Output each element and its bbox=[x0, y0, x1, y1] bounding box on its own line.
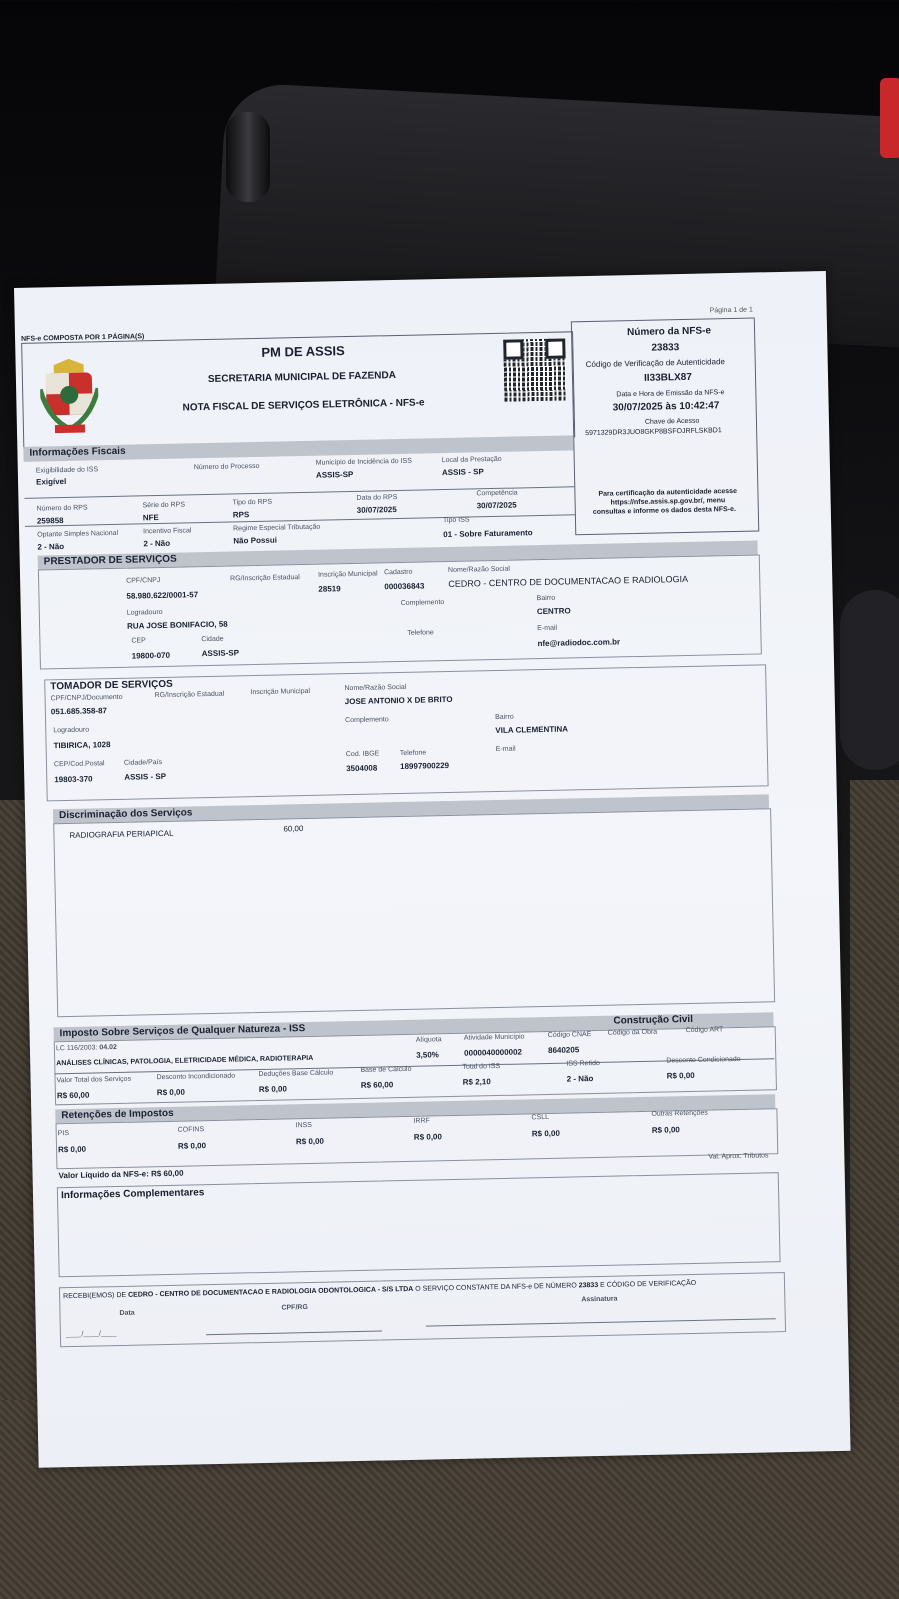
cofins-value: R$ 0,00 bbox=[177, 1141, 207, 1151]
fiscal-info-header: Informações Fiscais bbox=[23, 435, 573, 462]
recibo-data-label: Data bbox=[119, 1309, 135, 1318]
complementares-header: Informações Complementares bbox=[60, 1187, 205, 1202]
seat-fabric-right bbox=[850, 780, 899, 1480]
customer-tel-label: Telefone bbox=[399, 749, 427, 758]
construcao-civil: Construção Civil bbox=[613, 1013, 694, 1027]
provider-tel-label: Telefone bbox=[407, 629, 434, 637]
customer-cpf: 051.685.358-87 bbox=[50, 706, 108, 717]
local-label: Local da Prestação bbox=[441, 455, 502, 465]
total-iss-label: Total do ISS bbox=[462, 1062, 501, 1071]
provider-cep: 19800-070 bbox=[131, 650, 171, 661]
processo-label: Número do Processo bbox=[193, 462, 260, 472]
exig-value: Exigível bbox=[35, 476, 67, 487]
provider-cidade-label: Cidade bbox=[201, 635, 224, 644]
desc-cond-value: R$ 0,00 bbox=[666, 1070, 695, 1081]
service-value: 60,00 bbox=[283, 824, 304, 834]
customer-cidade-label: Cidade/País bbox=[123, 759, 163, 767]
irrf-value: R$ 0,00 bbox=[413, 1132, 442, 1142]
emission-label: Data e Hora de Emissão da NFS-e bbox=[616, 389, 725, 399]
provider-header: PRESTADOR DE SERVIÇOS bbox=[38, 540, 758, 569]
provider-email-label: E-mail bbox=[537, 624, 558, 633]
regime-value: Não Possui bbox=[233, 535, 278, 546]
provider-street: RUA JOSE BONIFACIO, 58 bbox=[127, 619, 228, 631]
incentivo-label: Incentivo Fiscal bbox=[143, 527, 192, 536]
customer-tel: 18997900229 bbox=[400, 760, 450, 772]
customer-cidade: ASSIS - SP bbox=[124, 771, 167, 782]
ativ-mun-value: 0000040000002 bbox=[464, 1047, 523, 1058]
ativ-mun-label: Atividade Município bbox=[463, 1033, 525, 1042]
cnae-label: Código CNAE bbox=[547, 1031, 592, 1039]
city-crest-icon bbox=[40, 358, 100, 441]
iss-header: Imposto Sobre Serviços de Qualquer Natureza - ISS bbox=[53, 1012, 773, 1041]
pis-value: R$ 0,00 bbox=[57, 1144, 87, 1155]
lc-value: 04.02 bbox=[99, 1044, 118, 1052]
simples-label: Optante Simples Nacional bbox=[37, 529, 119, 539]
org-name: PM DE ASSIS bbox=[261, 343, 345, 360]
cofins-label: COFINS bbox=[177, 1126, 205, 1134]
provider-cadastro-label: Cadastro bbox=[383, 568, 413, 577]
recibo-cpf-label: CPF/RG bbox=[281, 1304, 308, 1312]
provider-im: 28519 bbox=[318, 584, 341, 594]
provider-name-label: Nome/Razão Social bbox=[447, 565, 510, 574]
atividade-desc: ANÁLISES CLÍNICAS, PATOLOGIA, ELETRICIDADE MÉDICA, RADIOTERAPIA bbox=[56, 1054, 314, 1068]
tipo-iss-value: 01 - Sobre Faturamento bbox=[443, 528, 533, 540]
base-label: Base de Cálculo bbox=[360, 1065, 412, 1074]
customer-header: TOMADOR DE SERVIÇOS bbox=[50, 678, 173, 693]
provider-email: nfe@radiodoc.com.br bbox=[537, 637, 621, 649]
art-label: Código ART bbox=[685, 1026, 724, 1035]
provider-bairro: CENTRO bbox=[536, 606, 571, 617]
customer-ibge-label: Cod. IBGE bbox=[345, 750, 380, 759]
rps-value: 259858 bbox=[36, 516, 64, 526]
document-title: NOTA FISCAL DE SERVIÇOS ELETRÔNICA - NFS-e bbox=[182, 397, 425, 414]
access-key-label: Chave de Acesso bbox=[644, 417, 700, 426]
customer-cep: 19803-370 bbox=[54, 774, 93, 785]
incentivo-value: 2 - Não bbox=[143, 538, 171, 549]
val-aprox-tributos: Val. Aprox. Tributos bbox=[708, 1152, 769, 1161]
provider-street-label: Logradouro bbox=[126, 608, 163, 617]
customer-cep-label: CEP/Cod.Postal bbox=[53, 760, 105, 769]
retido-label: ISS Retido bbox=[566, 1059, 600, 1068]
serie-value: NFE bbox=[142, 513, 159, 523]
tipo-iss-label: Tipo ISS bbox=[442, 516, 470, 525]
provider-im-label: Inscrição Municipal bbox=[318, 570, 378, 579]
recibo-assinatura-label: Assinatura bbox=[581, 1295, 618, 1304]
inss-label: INSS bbox=[295, 1121, 313, 1130]
exig-label: Exigibilidade do ISS bbox=[35, 466, 99, 475]
simples-value: 2 - Não bbox=[37, 542, 65, 552]
provider-rg-label: RG/Inscrição Estadual bbox=[230, 574, 300, 583]
desc-incond-label: Desconto Incondicionado bbox=[156, 1072, 236, 1082]
secretaria: SECRETARIA MUNICIPAL DE FAZENDA bbox=[207, 370, 397, 385]
desc-incond-value: R$ 0,00 bbox=[156, 1087, 186, 1098]
aliquota-value: 3,50% bbox=[416, 1050, 439, 1060]
desc-cond-label: Desconto Condicionado bbox=[666, 1055, 741, 1065]
page-number: Página 1 de 1 bbox=[709, 306, 753, 315]
aliquota-label: Alíquota bbox=[415, 1036, 442, 1044]
customer-im-label: Inscrição Municipal bbox=[250, 687, 311, 697]
customer-name: JOSE ANTONIO X DE BRITO bbox=[344, 694, 453, 707]
customer-cpf-label: CPF/CNPJ/Documento bbox=[50, 693, 123, 703]
nfse-number-label: Número da NFS-e bbox=[626, 325, 712, 339]
tipo-rps-value: RPS bbox=[232, 510, 250, 520]
services-box bbox=[53, 808, 775, 1017]
valor-liquido: Valor Líquido da NFS-e: R$ 60,00 bbox=[58, 1168, 184, 1181]
deduc-value: R$ 0,00 bbox=[258, 1084, 287, 1095]
cert-text-2: https://nfse.assis.sp.gov.br/, menu bbox=[610, 497, 726, 507]
provider-cep-label: CEP bbox=[131, 637, 146, 645]
recibo-text: RECEBI(EMOS) DE CEDRO - CENTRO DE DOCUMENTACAO E RADIOLOGIA ODONTOLOGICA - S/S LTDA O SERVIÇO CONSTANTE DA NFS-e DE NÚMERO 23833 E CÓDIGO DE VERIFICAÇÃO bbox=[63, 1279, 697, 1301]
provider-cnpj: 58.980.622/0001-57 bbox=[126, 590, 199, 601]
provider-cadastro: 000036843 bbox=[384, 581, 425, 592]
vt-label: Valor Total dos Serviços bbox=[56, 1075, 132, 1085]
verification-code-label: Código de Verificação de Autenticidade bbox=[585, 357, 726, 370]
service-item: RADIOGRAFIA PERIAPICAL bbox=[69, 828, 174, 840]
total-iss-value: R$ 2,10 bbox=[462, 1077, 491, 1087]
customer-email-label: E-mail bbox=[495, 745, 516, 754]
customer-bairro-label: Bairro bbox=[495, 713, 514, 722]
provider-name: CEDRO - CENTRO DE DOCUMENTACAO E RADIOLOGIA bbox=[448, 573, 689, 589]
rps-label: Número do RPS bbox=[36, 504, 88, 513]
customer-name-label: Nome/Razão Social bbox=[344, 683, 407, 693]
municipio-label: Município de Incidência do ISS bbox=[315, 457, 412, 467]
deduc-label: Deduções Base Cálculo bbox=[258, 1069, 334, 1079]
customer-bairro: VILA CLEMENTINA bbox=[495, 724, 569, 736]
vt-value: R$ 60,00 bbox=[56, 1090, 90, 1101]
csll-value: R$ 0,00 bbox=[531, 1128, 560, 1139]
regime-label: Regime Especial Tributação bbox=[233, 523, 321, 533]
cert-text-1: Para certificação da autenticidade acesse bbox=[598, 487, 738, 498]
verification-code: II33BLX87 bbox=[643, 371, 692, 384]
customer-street-label: Logradouro bbox=[53, 726, 90, 735]
services-header: Discriminação dos Serviços bbox=[53, 794, 769, 823]
retencoes-header: Retenções de Impostos bbox=[55, 1094, 775, 1123]
lc-label: LC 116/2003: 04.02 bbox=[55, 1044, 118, 1053]
inss-value: R$ 0,00 bbox=[295, 1136, 325, 1147]
nfse-document bbox=[14, 271, 851, 1468]
competencia-value: 30/07/2025 bbox=[476, 500, 517, 511]
customer-rg-label: RG/Inscrição Estadual bbox=[154, 690, 225, 700]
obra-label: Código da Obra bbox=[607, 1028, 658, 1037]
access-key: 5971329DR3JUO8GKP8BSFOJRFLSKBD1 bbox=[585, 427, 722, 438]
pages-composed: NFS-e COMPOSTA POR 1 PÁGINA(S) bbox=[21, 333, 145, 343]
data-rps-label: Data do RPS bbox=[356, 494, 398, 502]
data-rps-value: 30/07/2025 bbox=[356, 505, 397, 515]
provider-cnpj-label: CPF/CNPJ bbox=[126, 576, 161, 585]
cert-text-3: consultas e informe os dados desta NFS-e. bbox=[592, 505, 737, 516]
nfse-number: 23833 bbox=[651, 342, 680, 354]
provider-compl-label: Complemento bbox=[400, 599, 445, 607]
seat-knob bbox=[840, 590, 899, 770]
tipo-rps-label: Tipo do RPS bbox=[232, 498, 273, 507]
retido-value: 2 - Não bbox=[566, 1074, 594, 1084]
emission-datetime: 30/07/2025 às 10:42:47 bbox=[612, 400, 720, 414]
cnae-value: 8640205 bbox=[547, 1045, 580, 1055]
provider-bairro-label: Bairro bbox=[536, 594, 556, 603]
red-light bbox=[880, 78, 899, 158]
customer-ibge: 3504008 bbox=[346, 763, 378, 774]
customer-street: TIBIRICA, 1028 bbox=[53, 740, 111, 751]
customer-compl-label: Complemento bbox=[345, 716, 389, 725]
provider-cidade: ASSIS-SP bbox=[201, 648, 240, 659]
outras-label: Outras Retenções bbox=[651, 1109, 708, 1118]
csll-label: CSLL bbox=[531, 1113, 550, 1122]
pis-label: PIS bbox=[57, 1130, 70, 1138]
base-value: R$ 60,00 bbox=[360, 1080, 394, 1090]
competencia-label: Competência bbox=[476, 489, 518, 498]
irrf-label: IRRF bbox=[413, 1117, 430, 1125]
recibo-data-field[interactable]: ____/____/____ bbox=[65, 1330, 117, 1339]
serie-label: Série do RPS bbox=[142, 501, 186, 510]
qr-code-icon bbox=[503, 338, 566, 401]
local-value: ASSIS - SP bbox=[441, 467, 484, 478]
outras-value: R$ 0,00 bbox=[651, 1125, 680, 1135]
municipio-value: ASSIS-SP bbox=[315, 469, 354, 480]
headrest-post bbox=[226, 112, 270, 202]
